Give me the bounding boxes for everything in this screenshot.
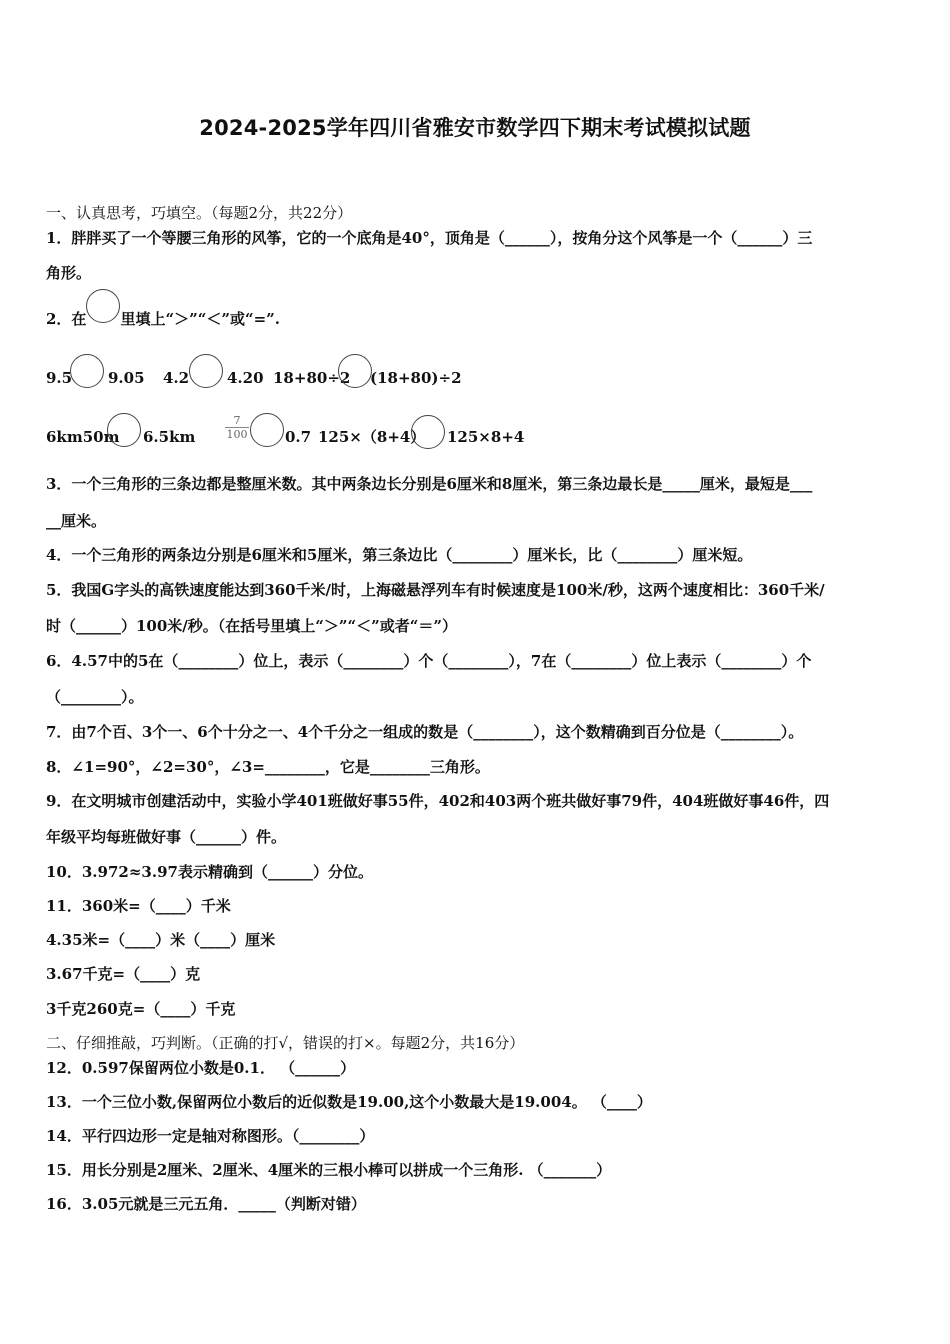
question-11-line3: 3.67千克=（____）克 — [46, 965, 201, 983]
compare-3-right: (18+80)÷2 — [370, 369, 462, 387]
compare-2-circle[interactable] — [189, 354, 223, 388]
compare-2-left: 4.2 — [163, 369, 190, 387]
compare-5-circle[interactable] — [250, 413, 284, 447]
question-13: 13．一个三位小数,保留两位小数后的近似数是19.00,这个小数最大是19.004。 （____） — [46, 1093, 652, 1111]
question-11-line1: 11．360米=（____）千米 — [46, 897, 231, 915]
compare-5-fraction — [225, 414, 249, 441]
question-2 — [46, 309, 280, 329]
question-3-line2: __厘米。 — [46, 512, 107, 530]
page-title: 2024-2025学年四川省雅安市数学四下期末考试模拟试题 — [199, 116, 751, 140]
question-4: 4．一个三角形的两条边分别是6厘米和5厘米，第三条边比（________）厘米长，比（________）厘米短。 — [46, 546, 753, 564]
question-6-line1: 6．4.57中的5在（________）位上，表示（________）个（________），7在（________）位上表示（________）个 — [46, 652, 812, 670]
compare-4-right: 6.5km — [143, 428, 196, 446]
question-5-line2: 时（______）100米/秒。（在括号里填上“＞”“＜”或者“＝”） — [46, 617, 458, 635]
question-8: 8．∠1=90°，∠2=30°，∠3=________，它是________三角形。 — [46, 758, 490, 776]
question-9-line1: 9．在文明城市创建活动中，实验小学401班做好事55件，402和403两个班共做好事79件，404班做好事46件，四 — [46, 792, 830, 810]
compare-1-right: 9.05 — [108, 369, 145, 387]
compare-2-right: 4.20 — [227, 369, 264, 387]
section1-heading: 一、认真思考，巧填空。（每题2分，共22分） — [46, 204, 353, 222]
question-11-line4: 3千克260克=（____）千克 — [46, 1000, 236, 1018]
compare-6-right: 125×8+4 — [447, 428, 525, 446]
question-3-line1: 3．一个三角形的三条边都是整厘米数。其中两条边长分别是6厘米和8厘米，第三条边最长是_____厘米，最短是___ — [46, 475, 813, 493]
question-10: 10．3.972≈3.97表示精确到（______）分位。 — [46, 863, 373, 881]
compare-6-left: 125×（8+4） — [318, 428, 426, 446]
compare-1-left: 9.5 — [46, 369, 73, 387]
question-7: 7．由7个百、3个一、6个十分之一、4个千分之一组成的数是（________），这个数精确到百分位是（________）。 — [46, 723, 804, 741]
question-12: 12．0.597保留两位小数是0.1． （______） — [46, 1059, 356, 1077]
question-15: 15．用长分别是2厘米、2厘米、4厘米的三根小棒可以拼成一个三角形. （_______） — [46, 1161, 612, 1179]
question-1-line1: 1．胖胖买了一个等腰三角形的风筝，它的一个底角是40°，顶角是（______），按角分这个风筝是一个（______）三 — [46, 229, 813, 247]
compare-3-circle[interactable] — [338, 354, 372, 388]
question-5-line1: 5．我国G字头的高铁速度能达到360千米/时，上海磁悬浮列车有时候速度是100米/秒，这两个速度相比：360千米/ — [46, 581, 825, 599]
question-1-line2: 角形。 — [46, 264, 92, 282]
question-9-line2: 年级平均每班做好事（______）件。 — [46, 828, 287, 846]
compare-6-circle[interactable] — [411, 415, 445, 449]
question-6-line2: （________）。 — [46, 688, 144, 706]
compare-1-circle[interactable] — [70, 354, 104, 388]
compare-5-right: 0.7 — [285, 428, 312, 446]
question-2-suffix: 里填上“＞”“＜”或“=”. — [120, 310, 280, 328]
question-14: 14．平行四边形一定是轴对称图形。（________） — [46, 1127, 375, 1145]
compare-4-left: 6km50m — [46, 428, 120, 446]
section2-heading: 二、仔细推敲，巧判断。（正确的打√，错误的打×。每题2分，共16分） — [46, 1034, 525, 1052]
fraction-numerator: 7 — [233, 414, 241, 427]
compare-circle-icon — [86, 289, 120, 323]
question-11-line2: 4.35米=（____）米（____）厘米 — [46, 931, 276, 949]
question-16: 16．3.05元就是三元五角．_____（判断对错） — [46, 1195, 366, 1213]
compare-3-left: 18+80÷2 — [273, 369, 351, 387]
compare-4-circle[interactable] — [107, 413, 141, 447]
fraction-denominator: 100 — [226, 428, 248, 441]
question-2-prefix: 2．在 — [46, 310, 87, 328]
